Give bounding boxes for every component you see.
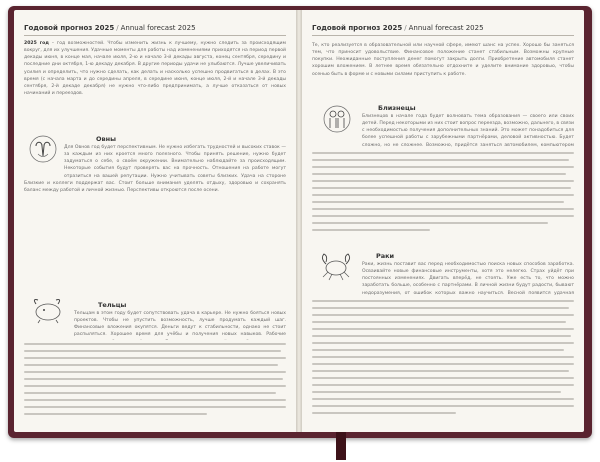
right-page — [302, 10, 584, 432]
intro-text: – год возможностей. Чтобы изменить жизнь к лучшему, нужно следить за происходящим вокруг, для их улучшения. Удачные моменты для работы над изменениями приходятся на период первой декады июня, в конце мая, начале июля, 2-ю и начало 3-й декады августа, конец сентября, середину и последние дни октября, 1-ю декаду декабря. В другие периоды удачи не улыбаются. Лучше увеличивать усилия и определить, что нужно сделать, как делать и насколько успешно продвигаться в делах. В это время (с начала марта и до середины апреля, в середине июня, конце июля, 2-й и начале 3-й декады сентября, 2-й декаде декабря) не нужно что-либо предпринимать, а лучше отказаться от новых начинаний и переездов. — [24, 41, 286, 97]
page-header-right — [312, 24, 484, 32]
header-title: Годовой прогноз 2025 — [24, 24, 115, 32]
cancer-text-top: Раки, жизнь поставит вас перед необходимостью поиска новых способов заработка. Осваивайте новые финансовые инструменты, хотя это нелегко. Страх уйдёт при постоянных изменениях. Двигать вперёд, не стоять. Уже есть то, что можно заработать больше, особенно с партнёрами. В личной жизни будут радости, бывают недоразумения, от ошибок которых важно научиться. Весной появится удачная — [362, 262, 574, 296]
gemini-icon — [322, 104, 352, 134]
aries-text-bottom: Близкие и коллеги поддержат вас. Стоит больше внимания уделять отдыху, здоровью и сохранять баланс между работой и личной жизнью. Перспективы откроются после осени. — [24, 181, 286, 194]
taurus-title: Тельцы — [98, 301, 127, 309]
page-header-left — [24, 24, 196, 32]
header-subtitle: Annual forecast 2025 — [408, 24, 484, 32]
header-separator: / — [116, 24, 119, 32]
aries-title: Овны — [96, 135, 117, 143]
left-page — [14, 10, 296, 432]
intro-year: 2025 год — [24, 41, 49, 46]
header-subtitle: Annual forecast 2025 — [120, 24, 196, 32]
cancer-title: Раки — [376, 252, 395, 260]
header-rule — [24, 35, 286, 36]
taurus-text-top: Тельцам в этом году будет сопутствовать удача в карьере. Не нужно бояться новых проектов. Чтобы не упустить возможность, лучше продумать каждый шаг. Финансовые вложения окупятся. Деньги ведут к стабильности, однако не стоит распыляться. Хорошее время для учёбы и получения новых навыков. Рабочие — [74, 311, 286, 338]
header-separator: / — [404, 24, 407, 32]
gemini-title: Близнецы — [378, 104, 416, 112]
gemini-text-continued — [312, 152, 574, 242]
aries-icon — [28, 134, 58, 164]
header-rule — [312, 35, 574, 36]
gemini-text-top: Близнецов в начале года будет волновать тема образования — своего или своих детей. Перед некоторыми из них стоит вопрос переезда, возможно, дальнего, в связи с необходимостью получения дополнительных знаний. Это может понадобиться для более успешной работы с зарубежными партнёрами, деловой активностью. Будет сложно, но не сложнее. Возможно, придётся заняться автомобилем, компьютером — [362, 114, 574, 148]
cancer-icon — [316, 250, 356, 282]
cancer-text-continued — [312, 300, 574, 425]
taurus-icon — [28, 294, 66, 324]
taurus-text-continued — [24, 343, 286, 427]
intro-paragraph — [24, 40, 286, 124]
aries-text-top: Для Овнов год будет перспективным. Не нужно избегать трудностей и высоких ставок — за каждым из них кроется много полезного. Чтобы принять решение, нужно будет задуматься о себе, о своём окружении. Внимательно наблюдайте за происходящим. Некоторые события будут проверять вас на прочность. Отношения на работе могут отразиться на вашей репутации. Нужно учитывать советы близких. Удача на стороне — [64, 145, 286, 179]
intro-continuation: Те, кто реализуется в образовательной или научной сфере, имеют шанс на успех. Хорошо бы заняться тем, что приносит удовольствие. Финансовое положение станет стабильным. Возможны крупные покупки. Неожиданные поступления денег помогут закрыть долги. Приобретение автомобиля станет хорошим вложением. В летнее время обязательно отдохните и уделите внимание здоровью, чтобы осенью быть в форме и с новыми силами приступить к работе. — [312, 43, 574, 77]
header-title: Годовой прогноз 2025 — [312, 24, 403, 32]
